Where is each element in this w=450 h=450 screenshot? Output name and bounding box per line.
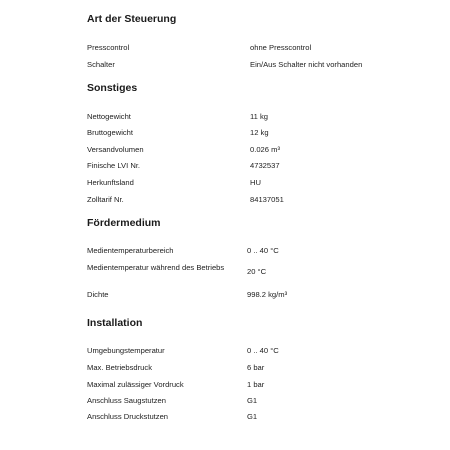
spec-label: Zolltarif Nr. <box>87 195 124 204</box>
spec-label: Umgebungstemperatur <box>87 346 165 355</box>
section-title-sonstiges: Sonstiges <box>87 82 138 94</box>
spec-value: 1 bar <box>247 380 265 389</box>
spec-value: 0.026 m³ <box>250 145 280 154</box>
spec-label: Herkunftsland <box>87 178 134 187</box>
spec-value: G1 <box>247 396 258 405</box>
spec-label: Schalter <box>87 60 115 69</box>
section-title-installation: Installation <box>87 317 143 329</box>
spec-label: Anschluss Saugstutzen <box>87 396 166 405</box>
spec-label: Medientemperaturbereich <box>87 246 174 255</box>
spec-value: ohne Presscontrol <box>250 43 312 52</box>
spec-value: 20 °C <box>247 267 267 276</box>
spec-value: 4732537 <box>250 161 280 170</box>
spec-value: Ein/Aus Schalter nicht vorhanden <box>250 60 363 69</box>
spec-value: 6 bar <box>247 363 265 372</box>
spec-value: G1 <box>247 412 258 421</box>
spec-label: Medientemperatur während des Betriebs <box>87 263 225 272</box>
spec-label: Versandvolumen <box>87 145 144 154</box>
spec-value: 11 kg <box>250 112 269 121</box>
spec-label: Nettogewicht <box>87 112 131 121</box>
spec-value: 12 kg <box>250 128 269 137</box>
spec-label: Maximal zulässiger Vordruck <box>87 380 184 389</box>
spec-value: 84137051 <box>250 195 284 204</box>
section-title-foerdermedium: Fördermedium <box>87 217 161 229</box>
spec-value: 0 .. 40 °C <box>247 246 279 255</box>
spec-value: 0 .. 40 °C <box>247 346 279 355</box>
spec-value: HU <box>250 178 261 187</box>
spec-label: Max. Betriebsdruck <box>87 363 152 372</box>
spec-label: Anschluss Druckstutzen <box>87 412 169 421</box>
spec-value: 998.2 kg/m³ <box>247 290 288 299</box>
section-title-art-der-steuerung: Art der Steuerung <box>87 13 177 25</box>
spec-label: Finische LVI Nr. <box>87 161 141 170</box>
spec-label: Dichte <box>87 290 109 299</box>
spec-label: Presscontrol <box>87 43 130 52</box>
spec-label: Bruttogewicht <box>87 128 134 137</box>
